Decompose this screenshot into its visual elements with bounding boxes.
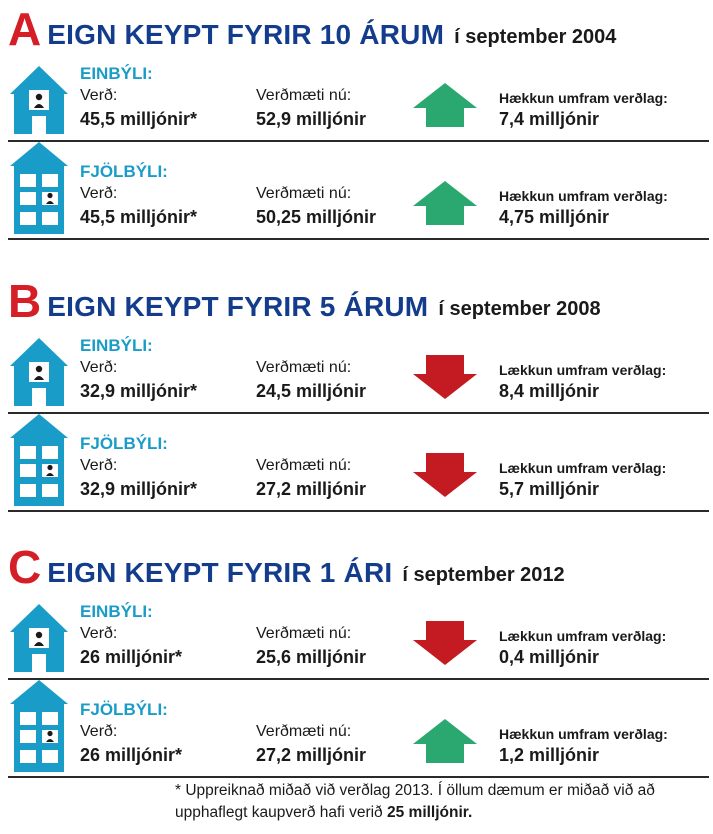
section-a [0, 0, 713, 270]
single-house-icon [8, 602, 70, 679]
section-date: í september 2008 [438, 298, 601, 320]
property-type: FJÖLBÝLI: [80, 700, 168, 719]
single-house-icon [8, 64, 70, 141]
price-value: 32,9 milljónir* [80, 479, 198, 499]
arrow-down-icon [412, 620, 478, 671]
footnote-bold: 25 milljónir. [386, 804, 473, 821]
value-now: 27,2 milljónir [256, 479, 367, 499]
change-value: 8,4 milljónir [499, 381, 600, 401]
arrow-down-icon [412, 452, 478, 503]
value-now: 50,25 milljónir [256, 207, 377, 227]
price-value: 45,5 milljónir* [80, 207, 198, 227]
change-label: Lækkun umfram verðlag: [499, 460, 667, 476]
price-label: Verð: [80, 87, 118, 104]
section-title: EIGN KEYPT FYRIR 10 ÁRUM [47, 19, 445, 50]
change-value: 1,2 milljónir [499, 745, 600, 765]
value-now-label: Verðmæti nú: [256, 87, 352, 104]
price-value: 32,9 milljónir* [80, 381, 198, 401]
change-value: 4,75 milljónir [499, 207, 610, 227]
property-type: FJÖLBÝLI: [80, 434, 168, 453]
section-header [8, 540, 565, 593]
single-house-icon [8, 336, 70, 413]
price-label: Verð: [80, 723, 118, 740]
footnote [175, 780, 705, 824]
property-type: EINBÝLI: [80, 336, 153, 355]
section-header [8, 274, 601, 327]
section-date: í september 2012 [402, 564, 565, 586]
value-now-label: Verðmæti nú: [256, 723, 352, 740]
change-value: 5,7 milljónir [499, 479, 600, 499]
row-divider [8, 776, 709, 778]
arrow-up-icon [412, 718, 478, 769]
footnote-text: * Uppreiknað miðað við verðlag 2013. Í öllum dæmum er miðað við að upphaflegt kaupverð hafi verið [175, 782, 655, 821]
change-label: Lækkun umfram verðlag: [499, 628, 667, 644]
section-letter: A [8, 3, 42, 55]
price-label: Verð: [80, 457, 118, 474]
section-letter: B [8, 275, 42, 327]
value-now-label: Verðmæti nú: [256, 625, 352, 642]
value-now: 52,9 milljónir [256, 109, 367, 129]
property-row [0, 58, 713, 142]
property-row [0, 330, 713, 414]
property-type: EINBÝLI: [80, 602, 153, 621]
arrow-up-icon [412, 180, 478, 231]
arrow-down-icon [412, 354, 478, 405]
property-type: EINBÝLI: [80, 64, 153, 83]
section-header [8, 2, 617, 55]
change-value: 7,4 milljónir [499, 109, 600, 129]
value-now-label: Verðmæti nú: [256, 457, 352, 474]
price-label: Verð: [80, 359, 118, 376]
price-value: 26 milljónir* [80, 647, 183, 667]
apartment-building-icon [8, 140, 70, 241]
price-value: 45,5 milljónir* [80, 109, 198, 129]
change-label: Hækkun umfram verðlag: [499, 188, 668, 204]
property-row [0, 140, 713, 240]
value-now-label: Verðmæti nú: [256, 359, 352, 376]
price-value: 26 milljónir* [80, 745, 183, 765]
section-date: í september 2004 [454, 26, 617, 48]
change-label: Lækkun umfram verðlag: [499, 362, 667, 378]
price-label: Verð: [80, 185, 118, 202]
property-row [0, 678, 713, 778]
value-now: 27,2 milljónir [256, 745, 367, 765]
value-now: 25,6 milljónir [256, 647, 367, 667]
apartment-building-icon [8, 412, 70, 513]
section-title: EIGN KEYPT FYRIR 5 ÁRUM [47, 291, 429, 322]
section-b [0, 272, 713, 542]
arrow-up-icon [412, 82, 478, 133]
property-row [0, 412, 713, 512]
row-divider [8, 238, 709, 240]
property-type: FJÖLBÝLI: [80, 162, 168, 181]
change-value: 0,4 milljónir [499, 647, 600, 667]
section-title: EIGN KEYPT FYRIR 1 ÁRI [47, 557, 393, 588]
property-row [0, 596, 713, 680]
row-divider [8, 510, 709, 512]
value-now: 24,5 milljónir [256, 381, 367, 401]
section-c [0, 538, 713, 808]
apartment-building-icon [8, 678, 70, 779]
section-letter: C [8, 541, 42, 593]
price-label: Verð: [80, 625, 118, 642]
value-now-label: Verðmæti nú: [256, 185, 352, 202]
change-label: Hækkun umfram verðlag: [499, 90, 668, 106]
change-label: Hækkun umfram verðlag: [499, 726, 668, 742]
